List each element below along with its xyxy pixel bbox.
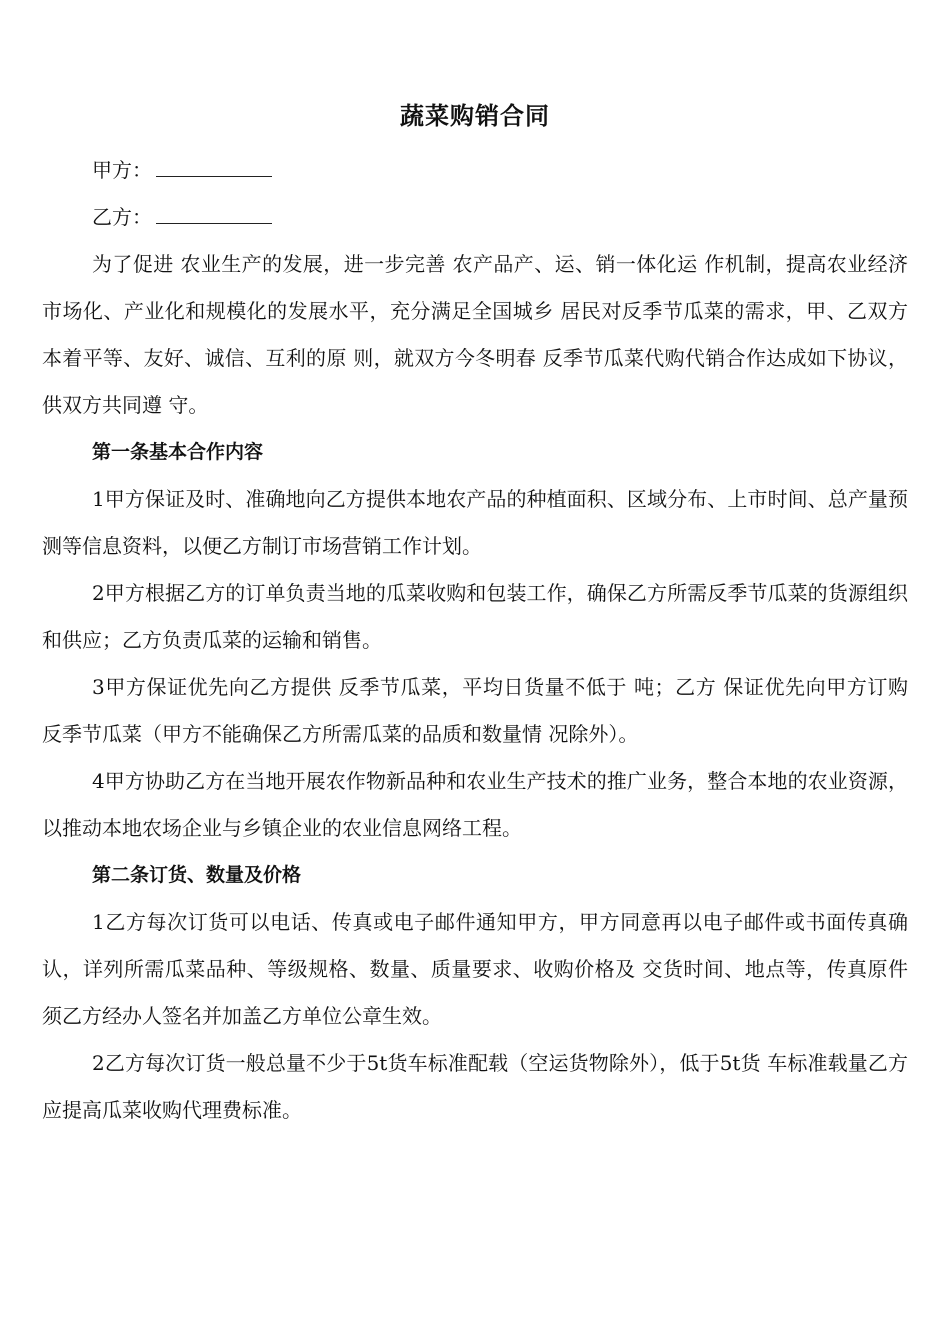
article1-item-3: 3甲方保证优先向乙方提供 反季节瓜菜，平均日货量不低于 吨；乙方 保证优先向甲方订购 反季节瓜菜（甲方不能确保乙方所需瓜菜的品质和数量情 况除外）。 — [42, 675, 908, 746]
article2-item-2: 2乙方每次订货一般总量不少于5t货车标准配载（空运货物除外），低于5t货 车标准载量乙方应提高瓜菜收购代理费标准。 — [42, 1051, 908, 1122]
article1-heading: 第一条基本合作内容 — [92, 441, 264, 463]
party-a-blank[interactable] — [156, 158, 272, 177]
preamble-paragraph: 为了促进 农业生产的发展，进一步完善 农产品产、运、销一体化运 作机制，提高农业经济市场化、产业化和规模化的发展水平，充分满足全国城乡 居民对反季节瓜菜的需求，甲、乙双方本着平等、友好、诚信、互利的原 则，就双方今冬明春 反季节瓜菜代购代销合作达成如下协议，供双方共同遵 守。 — [42, 252, 908, 417]
document-title: 蔬菜购销合同 — [400, 102, 550, 130]
article1-item-1: 1甲方保证及时、准确地向乙方提供本地农产品的种植面积、区域分布、上市时间、总产量预测等信息资料，以便乙方制订市场营销工作计划。 — [42, 487, 908, 558]
party-b-line — [42, 194, 908, 241]
party-b-blank[interactable] — [156, 205, 272, 224]
party-b-label: 乙方： — [92, 205, 152, 229]
party-a-line — [42, 147, 908, 194]
party-a-label: 甲方： — [92, 158, 152, 182]
article2-heading: 第二条订货、数量及价格 — [92, 864, 302, 886]
article2-item-1: 1乙方每次订货可以电话、传真或电子邮件通知甲方，甲方同意再以电子邮件或书面传真确认，详列所需瓜菜品种、等级规格、数量、质量要求、收购价格及 交货时间、地点等，传真原件须乙方经办人签名并加盖乙方单位公章生效。 — [42, 910, 908, 1028]
article1-item-2: 2甲方根据乙方的订单负责当地的瓜菜收购和包装工作，确保乙方所需反季节瓜菜的货源组织和供应；乙方负责瓜菜的运输和销售。 — [42, 581, 908, 652]
document-body — [42, 147, 908, 1134]
article1-item-4: 4甲方协助乙方在当地开展农作物新品种和农业生产技术的推广业务，整合本地的农业资源，以推动本地农场企业与乡镇企业的农业信息网络工程。 — [42, 769, 908, 840]
